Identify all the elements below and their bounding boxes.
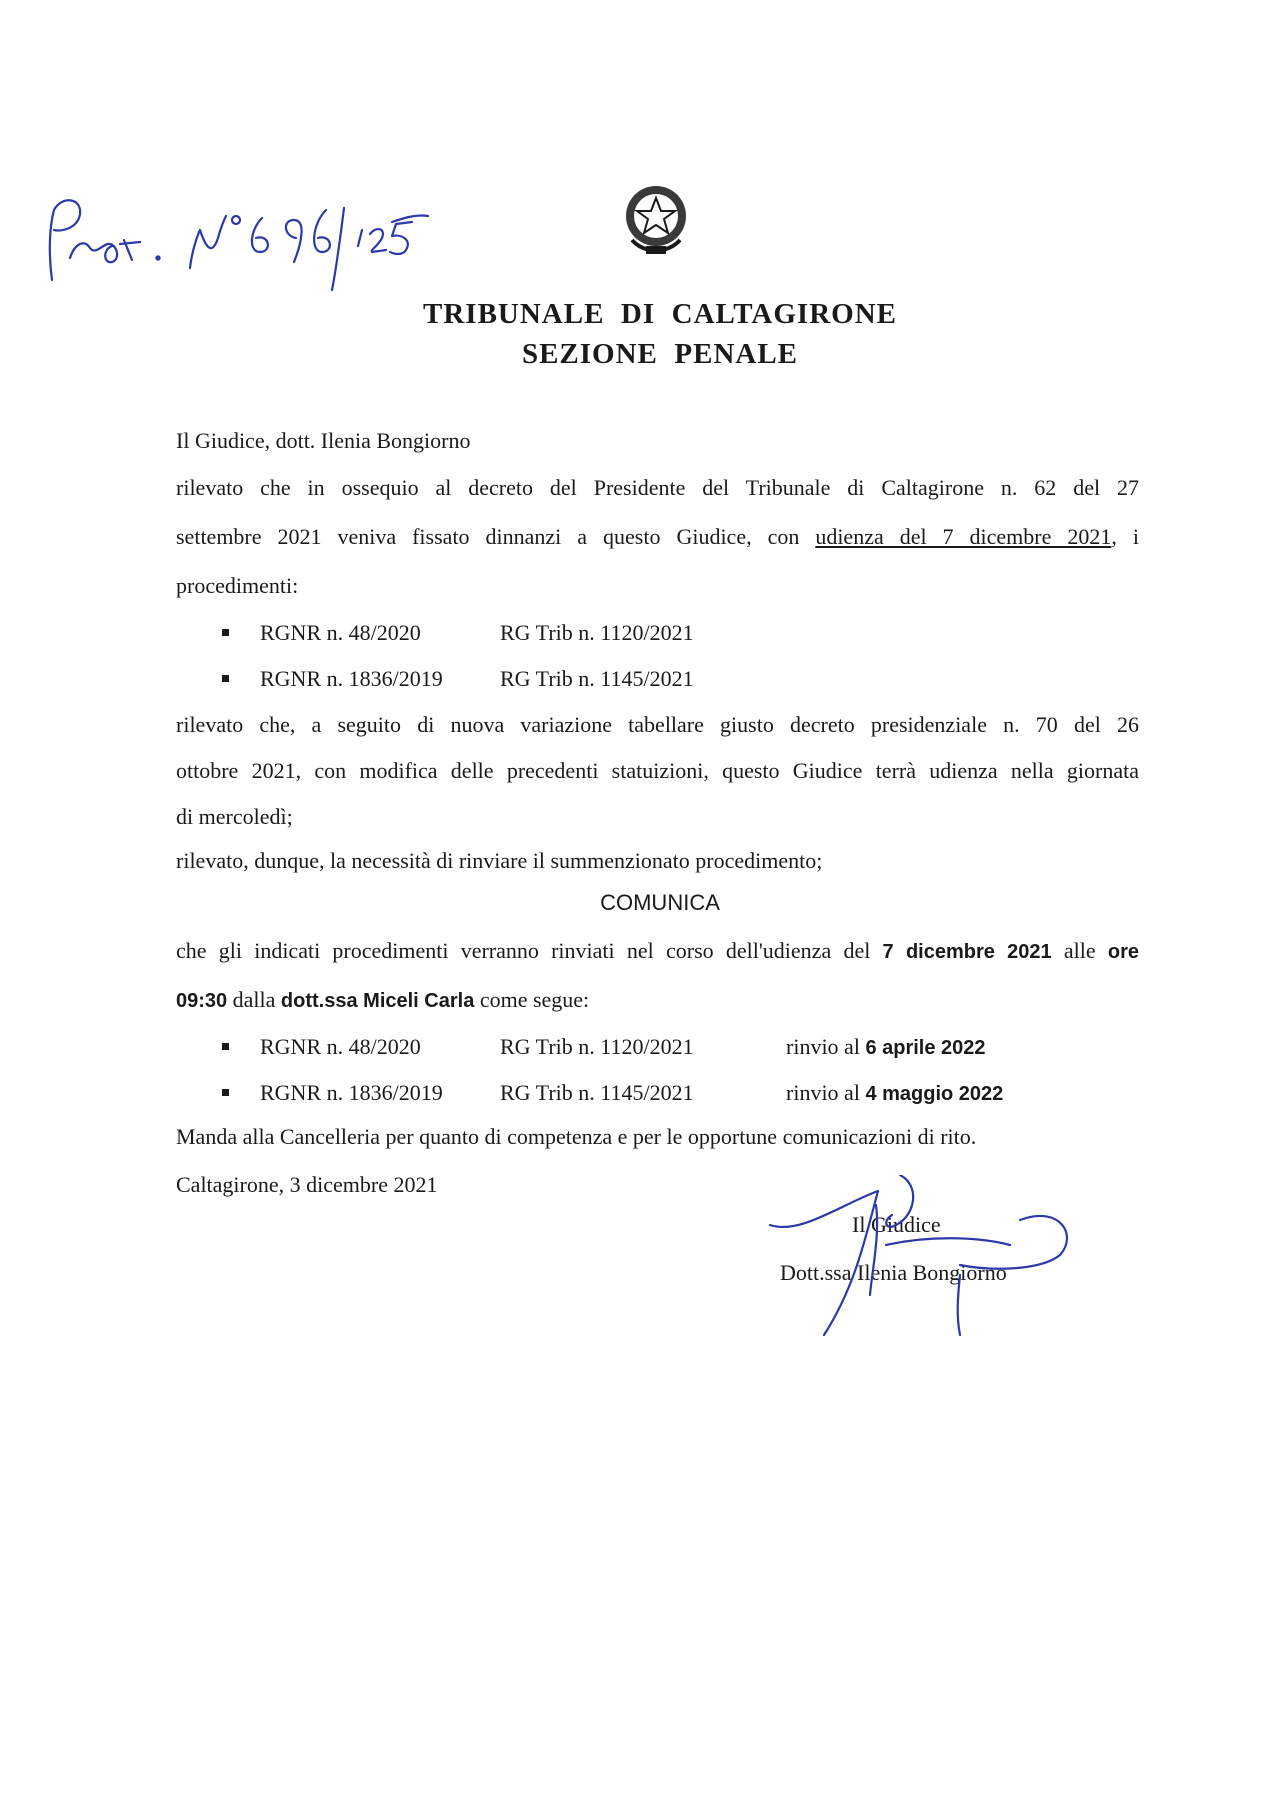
rg-trib-number: RG Trib n. 1145/2021	[500, 666, 694, 691]
signature-name: Dott.ssa Ilenia Bongiorno	[780, 1260, 1007, 1285]
postponement	[786, 1034, 986, 1060]
postponement-label: rinvio al	[786, 1080, 866, 1105]
paragraph-2-line-2: ottobre 2021, con modifica delle precedenti statuizioni, questo Giudice terrà udienza nella giornata	[176, 758, 1139, 783]
bullet-icon	[222, 1043, 229, 1050]
hearing-date-bold: 7 dicembre 2021	[882, 941, 1052, 963]
hearing-date-underlined: udienza del 7 dicembre 2021	[815, 524, 1112, 549]
court-section: SEZIONE PENALE	[521, 338, 799, 370]
text-segment: settembre 2021 veniva fissato dinnanzi a questo Giudice, con	[176, 524, 816, 549]
italian-republic-emblem-icon	[620, 180, 692, 258]
rgnr-number: RGNR n. 1836/2019	[260, 666, 443, 691]
rg-trib-number: RG Trib n. 1120/2021	[500, 620, 694, 645]
rg-trib-number: RG Trib n. 1145/2021	[500, 1080, 694, 1105]
paragraph-1-line-2	[176, 524, 1139, 550]
signature-title: Il Giudice	[852, 1212, 941, 1237]
hearing-time-bold: 09:30	[176, 990, 228, 1012]
postponement-label: rinvio al	[786, 1034, 866, 1059]
paragraph-2-line-1: rilevato che, a seguito di nuova variazione tabellare giusto decreto presidenziale n. 70 del 26	[176, 712, 1139, 737]
postponement-date: 4 maggio 2022	[865, 1083, 1004, 1105]
rgnr-number: RGNR n. 48/2020	[260, 1034, 421, 1059]
postponement	[786, 1080, 1003, 1106]
paragraph-1-line-3: procedimenti:	[176, 573, 299, 598]
place-and-date: Caltagirone, 3 dicembre 2021	[176, 1172, 438, 1197]
paragraph-4-line-2	[176, 987, 589, 1013]
bullet-icon	[222, 629, 229, 636]
bullet-icon	[222, 675, 229, 682]
rgnr-number: RGNR n. 1836/2019	[260, 1080, 443, 1105]
comunica-heading: COMUNICA	[600, 890, 720, 915]
text-segment: , i	[1111, 524, 1139, 549]
paragraph-3-line-1: rilevato, dunque, la necessità di rinviare il summenzionato procedimento;	[176, 848, 823, 873]
text-segment: che gli indicati procedimenti verranno rinviati nel corso dell'udienza del	[176, 938, 883, 963]
text-segment: dalla	[227, 987, 281, 1012]
court-name: TRIBUNALE DI CALTAGIRONE	[423, 298, 897, 330]
judge-line: Il Giudice, dott. Ilenia Bongiorno	[176, 428, 471, 453]
text-segment: alle	[1051, 938, 1108, 963]
postponement-date: 6 aprile 2022	[865, 1037, 986, 1059]
text-segment: come segue:	[474, 987, 590, 1012]
paragraph-2-line-3: di mercoledì;	[176, 804, 293, 829]
bullet-icon	[222, 1089, 229, 1096]
paragraph-5-line-1: Manda alla Cancelleria per quanto di competenza e per le opportune comunicazioni di rito.	[176, 1124, 977, 1149]
judge-name-bold: dott.ssa Miceli Carla	[280, 990, 475, 1012]
handwritten-protocol-note	[40, 190, 430, 300]
paragraph-1-line-1: rilevato che in ossequio al decreto del Presidente del Tribunale di Caltagirone n. 62 del 27	[176, 475, 1139, 500]
handwritten-protocol-text: Prot. N° 696/125	[40, 190, 47, 191]
rgnr-number: RGNR n. 48/2020	[260, 620, 421, 645]
text-segment-bold: ore	[1107, 941, 1139, 963]
paragraph-4-line-1	[176, 938, 1139, 964]
rg-trib-number: RG Trib n. 1120/2021	[500, 1034, 694, 1059]
